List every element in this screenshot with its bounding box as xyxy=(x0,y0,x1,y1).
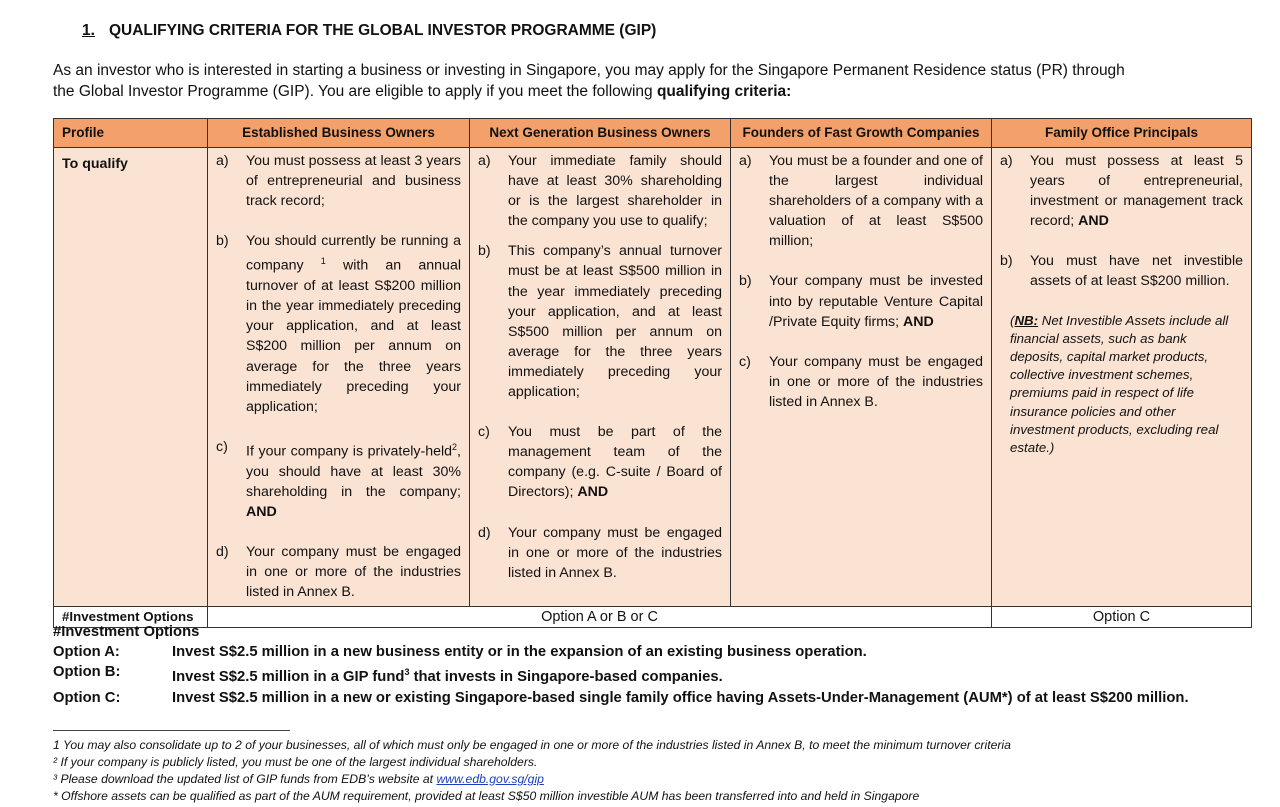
investment-options-abc: Option A or B or C xyxy=(208,607,992,628)
cell-family-office xyxy=(992,148,1252,607)
header-next-gen: Next Generation Business Owners xyxy=(470,119,731,148)
list-item: b) This company’s annual turnover must be at least S$500 million in the year immediately preceding your application, and at least S$500 million per annum on average for the three years immediately preceding your application; xyxy=(478,243,722,401)
list-item: b) You should currently be running a company $^1$ with an annual turnover of at least S$200 million in the year immediately preceding your application, and at least S$200 million per annum on average for the three years immediately preceding your application; xyxy=(216,233,461,415)
cell-founders xyxy=(731,148,992,607)
footnote-1: 1 You may also consolidate up to 2 of your businesses, all of which must only be engaged in one or more of the industries listed in Annex B, to meet the minimum turnover criteria xyxy=(53,738,1011,752)
investment-option-c: Option C xyxy=(992,607,1252,628)
header-family-office: Family Office Principals xyxy=(992,119,1252,148)
intro-paragraph xyxy=(53,60,1233,102)
intro-line-1: As an investor who is interested in starting a business or investing in Singapore, you may apply for the Singapore Permanent Residence status (PR) through xyxy=(53,62,1125,79)
section-title: QUALIFYING CRITERIA FOR THE GLOBAL INVESTOR PROGRAMME (GIP) xyxy=(108,22,657,39)
list-item: a) Your immediate family should have at least 30% shareholding or is the largest shareholder in the company you use to qualify; xyxy=(478,153,722,230)
list-item: b) You must have net investible assets of at least S$200 million. xyxy=(1000,253,1243,290)
option-a-row: Option A: Invest S$2.5 million in a new business entity or in the expansion of an existing business operation. xyxy=(53,644,867,661)
criteria-table xyxy=(53,118,1252,628)
intro-line-2: the Global Investor Programme (GIP). You are eligible to apply if you meet the following xyxy=(53,83,657,100)
options-title: #Investment Options xyxy=(53,624,200,640)
footnotes xyxy=(53,737,1011,805)
list-item: c) If your company is privately-held$^2$, you should have at least 30% shareholding in the company; AND xyxy=(216,438,461,520)
table-row-qualify xyxy=(54,148,1252,607)
row-label-investment: #Investment Options xyxy=(54,607,208,628)
header-established: Established Business Owners xyxy=(208,119,470,148)
table-header-row xyxy=(54,119,1252,148)
footnote-2: ² If your company is publicly listed, you must be one of the largest individual shareholders. xyxy=(53,755,538,769)
investment-options-list xyxy=(53,622,1189,708)
list-item: a) You must possess at least 5 years of entrepreneurial, investment or management track record; AND xyxy=(1000,153,1243,230)
list-item: d) Your company must be engaged in one or more of the industries listed in Annex B. xyxy=(478,524,722,581)
footnote-divider xyxy=(53,730,290,731)
cell-next-gen xyxy=(470,148,731,607)
header-founders: Founders of Fast Growth Companies xyxy=(731,119,992,148)
nb-note: (NB: Net Investible Assets include all financial assets, such as bank deposits, capital market products, collective investment schemes, premiums paid in respect of life insurance policies and other investment products, excluding real estate.) xyxy=(1010,312,1229,455)
list-item: a) You must possess at least 3 years of entrepreneurial and business track record; xyxy=(216,153,461,210)
option-c-row: Option C: Invest S$2.5 million in a new or existing Singapore-based single family office having Assets-Under-Management (AUM*) of at least S$200 million. xyxy=(53,689,1189,706)
section-heading xyxy=(82,22,656,40)
list-item: c) Your company must be engaged in one or more of the industries listed in Annex B. xyxy=(739,353,983,410)
list-item: d) Your company must be engaged in one or more of the industries listed in Annex B. xyxy=(216,543,461,601)
list-item: a) You must be a founder and one of the largest individual shareholders of a company with a valuation of at least S$500 million; xyxy=(739,153,983,250)
header-profile: Profile xyxy=(54,119,208,148)
footnote-4: * Offshore assets can be qualified as part of the AUM requirement, provided at least S$50 million investible AUM has been transferred into and held in Singapore xyxy=(53,789,920,803)
section-number: 1. xyxy=(82,22,95,39)
row-label-qualify: To qualify xyxy=(54,148,208,607)
list-item: b) Your company must be invested into by reputable Venture Capital /Private Equity firms; AND xyxy=(739,273,983,330)
edb-gip-link[interactable]: www.edb.gov.sg/gip xyxy=(436,772,544,786)
option-b-row: Option B: Invest S$2.5 million in a GIP fund$^3$ that invests in Singapore-based companies. xyxy=(53,664,723,686)
footnote-3: ³ Please download the updated list of GIP funds from EDB’s website at www.edb.gov.sg/gip xyxy=(53,772,544,786)
intro-bold: qualifying criteria: xyxy=(656,83,792,100)
list-item: c) You must be part of the management team of the company (e.g. C-suite / Board of Directors); AND xyxy=(478,424,722,501)
cell-established xyxy=(208,148,470,607)
